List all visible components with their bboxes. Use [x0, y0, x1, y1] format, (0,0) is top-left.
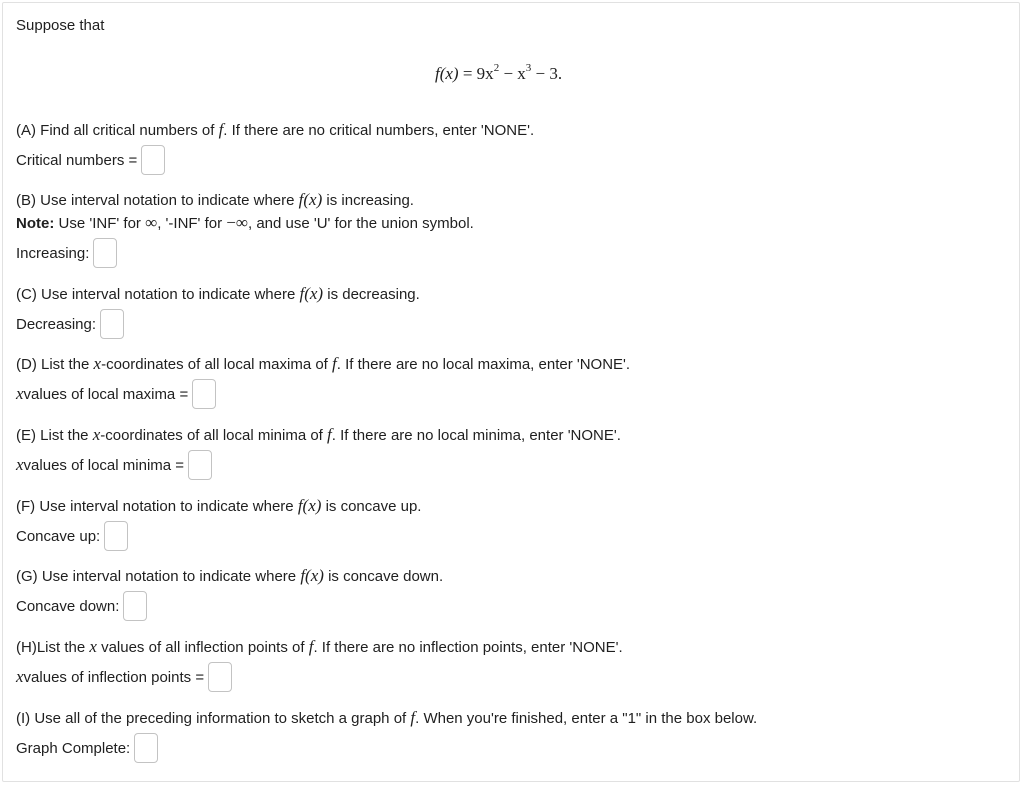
question-g-answer-row	[16, 591, 443, 621]
question-f-text: (F) Use interval notation to indicate where f(x) is concave up.	[16, 496, 422, 515]
critical-numbers-input[interactable]	[141, 145, 165, 175]
local-minima-input[interactable]	[188, 450, 212, 480]
question-a-answer-row	[16, 145, 534, 175]
increasing-input[interactable]	[93, 238, 117, 268]
question-e-answer-row: x values of local minima =	[16, 450, 621, 480]
local-maxima-input[interactable]	[192, 379, 216, 409]
question-c-text: (C) Use interval notation to indicate where f(x) is decreasing.	[16, 284, 420, 303]
question-d	[16, 353, 630, 409]
question-d-answer-row: x values of local maxima =	[16, 379, 630, 409]
question-a-text: (A) Find all critical numbers of f. If there are no critical numbers, enter 'NONE'.	[16, 120, 535, 139]
question-i	[16, 707, 757, 763]
answer-label: Increasing:	[16, 244, 90, 262]
intro-text: Suppose that	[16, 17, 105, 34]
answer-label: Critical numbers =	[16, 151, 138, 169]
question-c-answer-row	[16, 309, 420, 339]
question-f	[16, 495, 421, 551]
question-panel	[2, 2, 1020, 782]
question-g-text: (G) Use interval notation to indicate where f(x) is concave down.	[16, 566, 444, 585]
question-b-text: (B) Use interval notation to indicate where f(x) is increasing.	[16, 190, 414, 209]
question-a	[16, 119, 534, 175]
answer-label: Concave up:	[16, 527, 101, 545]
question-i-text: (I) Use all of the preceding information to sketch a graph of f. When you're finished, enter a "1" in the box below.	[16, 708, 758, 727]
question-h-text: (H)List the x values of all inflection points of f. If there are no inflection points, enter 'NONE'.	[16, 637, 623, 656]
question-e	[16, 424, 621, 480]
answer-label: values of inflection points =	[23, 668, 205, 686]
answer-label: Decreasing:	[16, 315, 97, 333]
question-h-answer-row: x values of inflection points =	[16, 662, 623, 692]
inflection-points-input[interactable]	[208, 662, 232, 692]
function-formula: $f(x) = 9x^2 - x^3 - 3$.	[435, 62, 563, 83]
answer-label: Concave down:	[16, 597, 120, 615]
question-h	[16, 636, 623, 692]
answer-label: values of local minima =	[23, 456, 185, 474]
question-e-text: (E) List the x-coordinates of all local minima of f. If there are no local minima, enter 'NONE'.	[16, 425, 621, 444]
decreasing-input[interactable]	[100, 309, 124, 339]
concave-up-input[interactable]	[104, 521, 128, 551]
answer-label: values of local maxima =	[23, 385, 189, 403]
question-b-note: Note: Use 'INF' for ∞, '-INF' for −∞, and use 'U' for the union symbol.	[16, 213, 474, 232]
question-d-text: (D) List the x-coordinates of all local maxima of f. If there are no local maxima, enter 'NONE'.	[16, 354, 631, 373]
question-c	[16, 283, 420, 339]
question-b-answer-row	[16, 238, 474, 268]
question-f-answer-row	[16, 521, 421, 551]
question-i-answer-row	[16, 733, 757, 763]
answer-label: Graph Complete:	[16, 739, 131, 757]
question-g	[16, 565, 443, 621]
graph-complete-input[interactable]	[134, 733, 158, 763]
concave-down-input[interactable]	[123, 591, 147, 621]
question-b	[16, 189, 474, 268]
